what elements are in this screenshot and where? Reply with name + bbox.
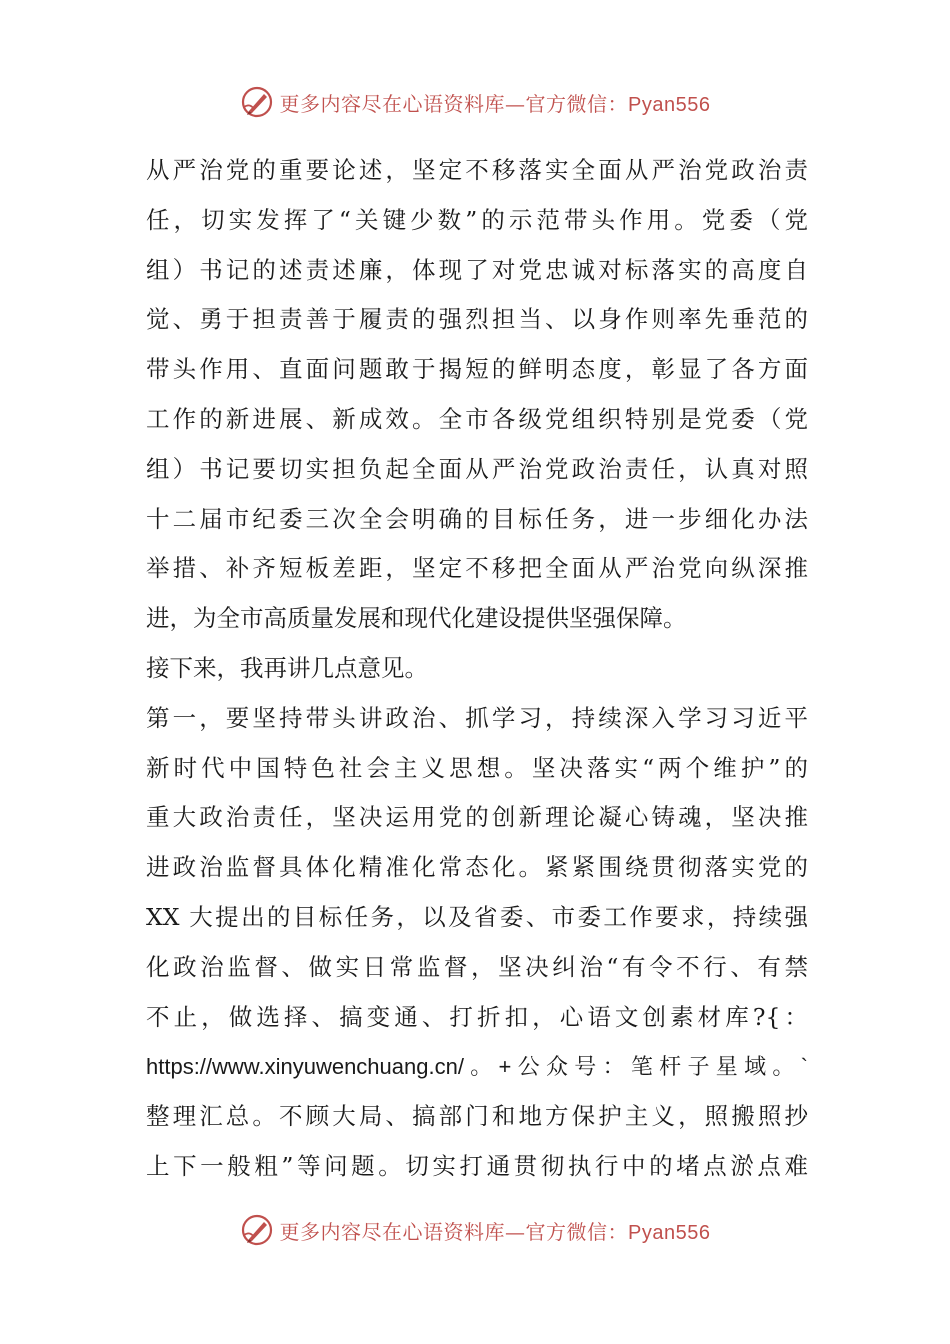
- body-line: 重大政治责任，坚决运用党的创新理论凝心铸魂，坚决推: [146, 803, 808, 832]
- body-line: 工作的新进展、新成效。全市各级党组织特别是党委（党: [146, 404, 808, 433]
- document-body: [146, 146, 808, 1192]
- footer-banner-text: [280, 1216, 711, 1245]
- body-line: 新时代中国特色社会主义思想。坚决落实“两个维护”的: [146, 753, 808, 782]
- body-line: 带头作用、直面问题敢于揭短的鲜明态度，彰显了各方面: [146, 355, 808, 384]
- footer-wechat-id: Pyan556: [628, 1221, 711, 1244]
- body-line: 第一，要坚持带头讲政治、抓学习，持续深入学习习近平: [146, 703, 808, 732]
- footer-banner: [0, 1210, 950, 1250]
- footer-banner-label: 更多内容尽在心语资料库—官方微信：: [279, 1219, 629, 1244]
- body-line: XX 大提出的目标任务，以及省委、市委工作要求，持续强: [146, 902, 808, 931]
- header-banner-label: 更多内容尽在心语资料库—官方微信：: [279, 91, 629, 116]
- body-line: 整理汇总。不顾大局、搞部门和地方保护主义，照搬照抄: [146, 1102, 808, 1131]
- body-line: 化政治监督、做实日常监督，坚决纠治“有令不行、有禁: [146, 952, 808, 981]
- pen-logo-icon: [240, 85, 274, 119]
- body-line: 进，为全市高质量发展和现代化建设提供坚强保障。: [146, 604, 687, 633]
- body-line: 从严治党的重要论述，坚定不移落实全面从严治党政治责: [146, 156, 808, 184]
- body-line: 不止，做选择、搞变通、打折扣，心语文创素材库?{：: [146, 1002, 808, 1031]
- body-line: 举措、补齐短板差距，坚定不移把全面从严治党向纵深推: [146, 554, 808, 583]
- body-line: 上下一般粗”等问题。切实打通贯彻执行中的堵点淤点难: [146, 1151, 808, 1180]
- body-line-url: https://www.xinyuwenchuang.cn/。+公众号：笔杆子星域。`: [146, 1054, 808, 1080]
- header-wechat-id: Pyan556: [628, 93, 711, 116]
- pen-logo-icon: [240, 1213, 274, 1247]
- body-line: 任，切实发挥了“关键少数”的示范带头作用。党委（党: [146, 205, 808, 234]
- body-line: 进政治监督具体化精准化常态化。紧紧围绕贯彻落实党的: [146, 853, 808, 882]
- body-line: 组）书记要切实担负起全面从严治党政治责任，认真对照: [146, 454, 808, 483]
- header-banner: [0, 82, 950, 122]
- body-line: 十二届市纪委三次全会明确的目标任务，进一步细化办法: [146, 504, 808, 533]
- body-line: 组）书记的述责述廉，体现了对党忠诚对标落实的高度自: [146, 255, 808, 284]
- body-line: 觉、勇于担责善于履责的强烈担当、以身作则率先垂范的: [146, 305, 808, 334]
- header-banner-text: [280, 88, 711, 117]
- body-line: 接下来，我再讲几点意见。: [146, 653, 428, 682]
